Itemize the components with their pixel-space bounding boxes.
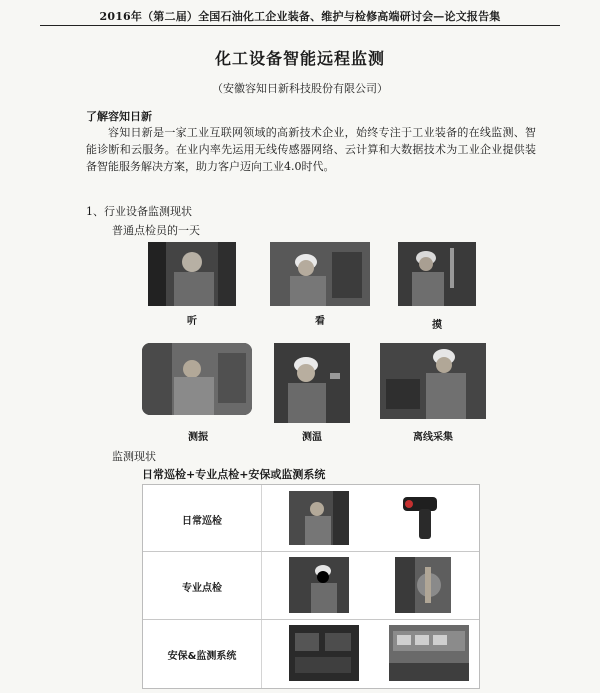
- infrared-thermometer-icon: [397, 491, 443, 545]
- photo-look: [270, 242, 370, 306]
- section-1-subheading: 普通点检员的一天: [112, 224, 200, 237]
- photo-listen: [148, 242, 236, 306]
- photo-vibration: [142, 343, 252, 415]
- page-header: 2016年（第二届）全国石油化工企业装备、维护与检修高端研讨会—论文报告集: [99, 10, 501, 23]
- table-row-divider: [143, 551, 479, 552]
- caption-temperature: 测温: [302, 432, 322, 443]
- caption-look: 看: [315, 316, 325, 327]
- photo-offline-collection: [380, 343, 486, 419]
- header-rule: [40, 25, 560, 26]
- paper-affiliation: （安徽容知日新科技股份有限公司）: [212, 82, 388, 95]
- monitor-table-title: 日常巡检+专业点检+安保或监测系统: [142, 468, 326, 481]
- photo-daily-inspection: [289, 491, 349, 545]
- caption-listen: 听: [187, 316, 197, 327]
- caption-vibration: 测振: [188, 432, 208, 443]
- table-column-divider: [261, 485, 262, 688]
- monitor-table: [142, 484, 480, 689]
- photo-control-room: [389, 625, 469, 681]
- photo-vibration-detail: [395, 557, 451, 613]
- table-row-label-professional: 专业点检: [182, 583, 222, 594]
- section-1-heading: 1、行业设备监测现状: [86, 205, 192, 218]
- photo-temperature: [274, 343, 350, 423]
- intro-paragraph: 容知日新是一家工业互联网领域的高新技术企业，始终专注于工业装备的在线监测、智能诊断和云服务。在业内率先运用无线传感器网络、云计算和大数据技术为工业企业提供装备智能服务解决方案，助力客户迈向工业4.0时代。: [86, 126, 536, 173]
- paper-title: 化工设备智能远程监测: [214, 49, 385, 68]
- photo-touch: [398, 242, 476, 306]
- caption-touch: 摸: [432, 320, 442, 331]
- caption-offline-collection: 离线采集: [413, 432, 453, 443]
- monitor-status-label: 监测现状: [112, 450, 156, 463]
- photo-monitoring-screen: [289, 625, 359, 681]
- table-row-label-daily: 日常巡检: [182, 516, 222, 527]
- table-row-label-security: 安保&监测系统: [167, 651, 237, 662]
- intro-heading: 了解容知日新: [86, 110, 152, 123]
- photo-professional-inspection: [289, 557, 349, 613]
- table-row-divider: [143, 619, 479, 620]
